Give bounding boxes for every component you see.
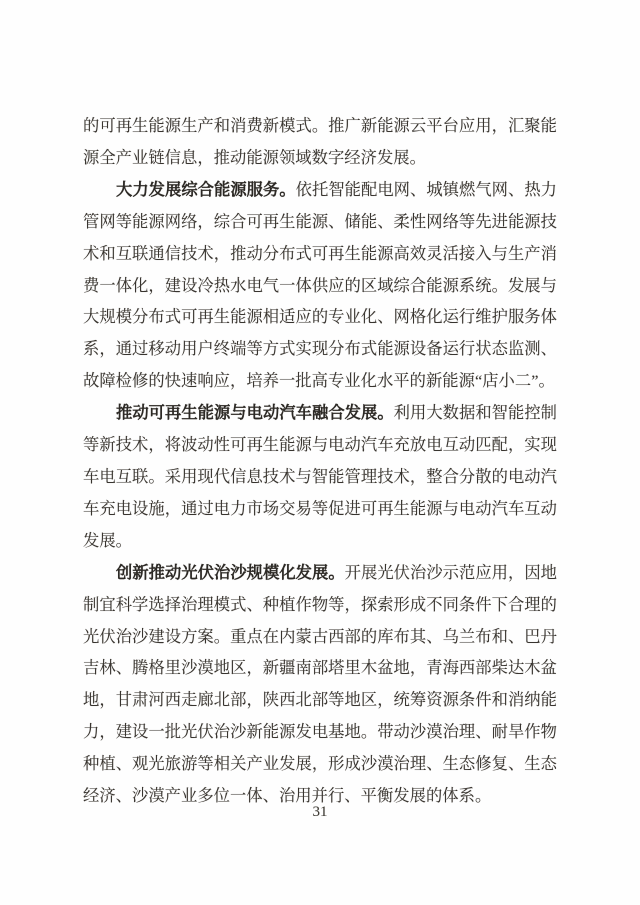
paragraph-lead: 大力发展综合能源服务。 xyxy=(116,179,296,199)
paragraph-renewable-ev-integration xyxy=(83,397,557,557)
paragraph-renewable-consumption-model xyxy=(83,110,557,174)
paragraph-lead: 创新推动光伏治沙规模化发展。 xyxy=(116,562,345,582)
page-number: 31 xyxy=(312,804,328,820)
paragraph-text: 的可再生能源生产和消费新模式。推广新能源云平台应用，汇聚能源全产业链信息，推动能源领域数字经济发展。 xyxy=(83,116,557,167)
document-body xyxy=(83,110,557,812)
paragraph-pv-desertification-control xyxy=(83,557,557,812)
paragraph-integrated-energy-services xyxy=(83,174,557,397)
paragraph-text: 开展光伏治沙示范应用，因地制宜科学选择治理模式、种植作物等，探索形成不同条件下合理的光伏治沙建设方案。重点在内蒙古西部的库布其、乌兰布和、巴丹吉林、腾格里沙漠地区，新疆南部塔里木盆地，青海西部柴达木盆地，甘肃河西走廊北部，陕西北部等地区，统筹资源条件和消纳能力，建设一批光伏治沙新能源发电基地。带动沙漠治理、耐旱作物种植、观光旅游等相关产业发展，形成沙漠治理、生态修复、生态经济、沙漠产业多位一体、治用并行、平衡发展的体系。 xyxy=(83,562,558,806)
paragraph-lead: 推动可再生能源与电动汽车融合发展。 xyxy=(116,403,394,423)
paragraph-text: 利用大数据和智能控制等新技术，将波动性可再生能源与电动汽车充放电互动匹配，实现车电互联。采用现代信息技术与智能管理技术，整合分散的电动汽车充电设施，通过电力市场交易等促进可再生能源与电动汽车互动发展。 xyxy=(83,403,557,550)
paragraph-text: 依托智能配电网、城镇燃气网、热力管网等能源网络，综合可再生能源、储能、柔性网络等先进能源技术和互联通信技术，推动分布式可再生能源高效灵活接入与生产消费一体化，建设冷热水电气一体供应的区域综合能源系统。发展与大规模分布式可再生能源相适应的专业化、网格化运行维护服务体系，通过移动用户终端等方式实现分布式能源设备运行状态监测、故障检修的快速响应，培养一批高专业化水平的新能源“店小二”。 xyxy=(83,179,557,391)
